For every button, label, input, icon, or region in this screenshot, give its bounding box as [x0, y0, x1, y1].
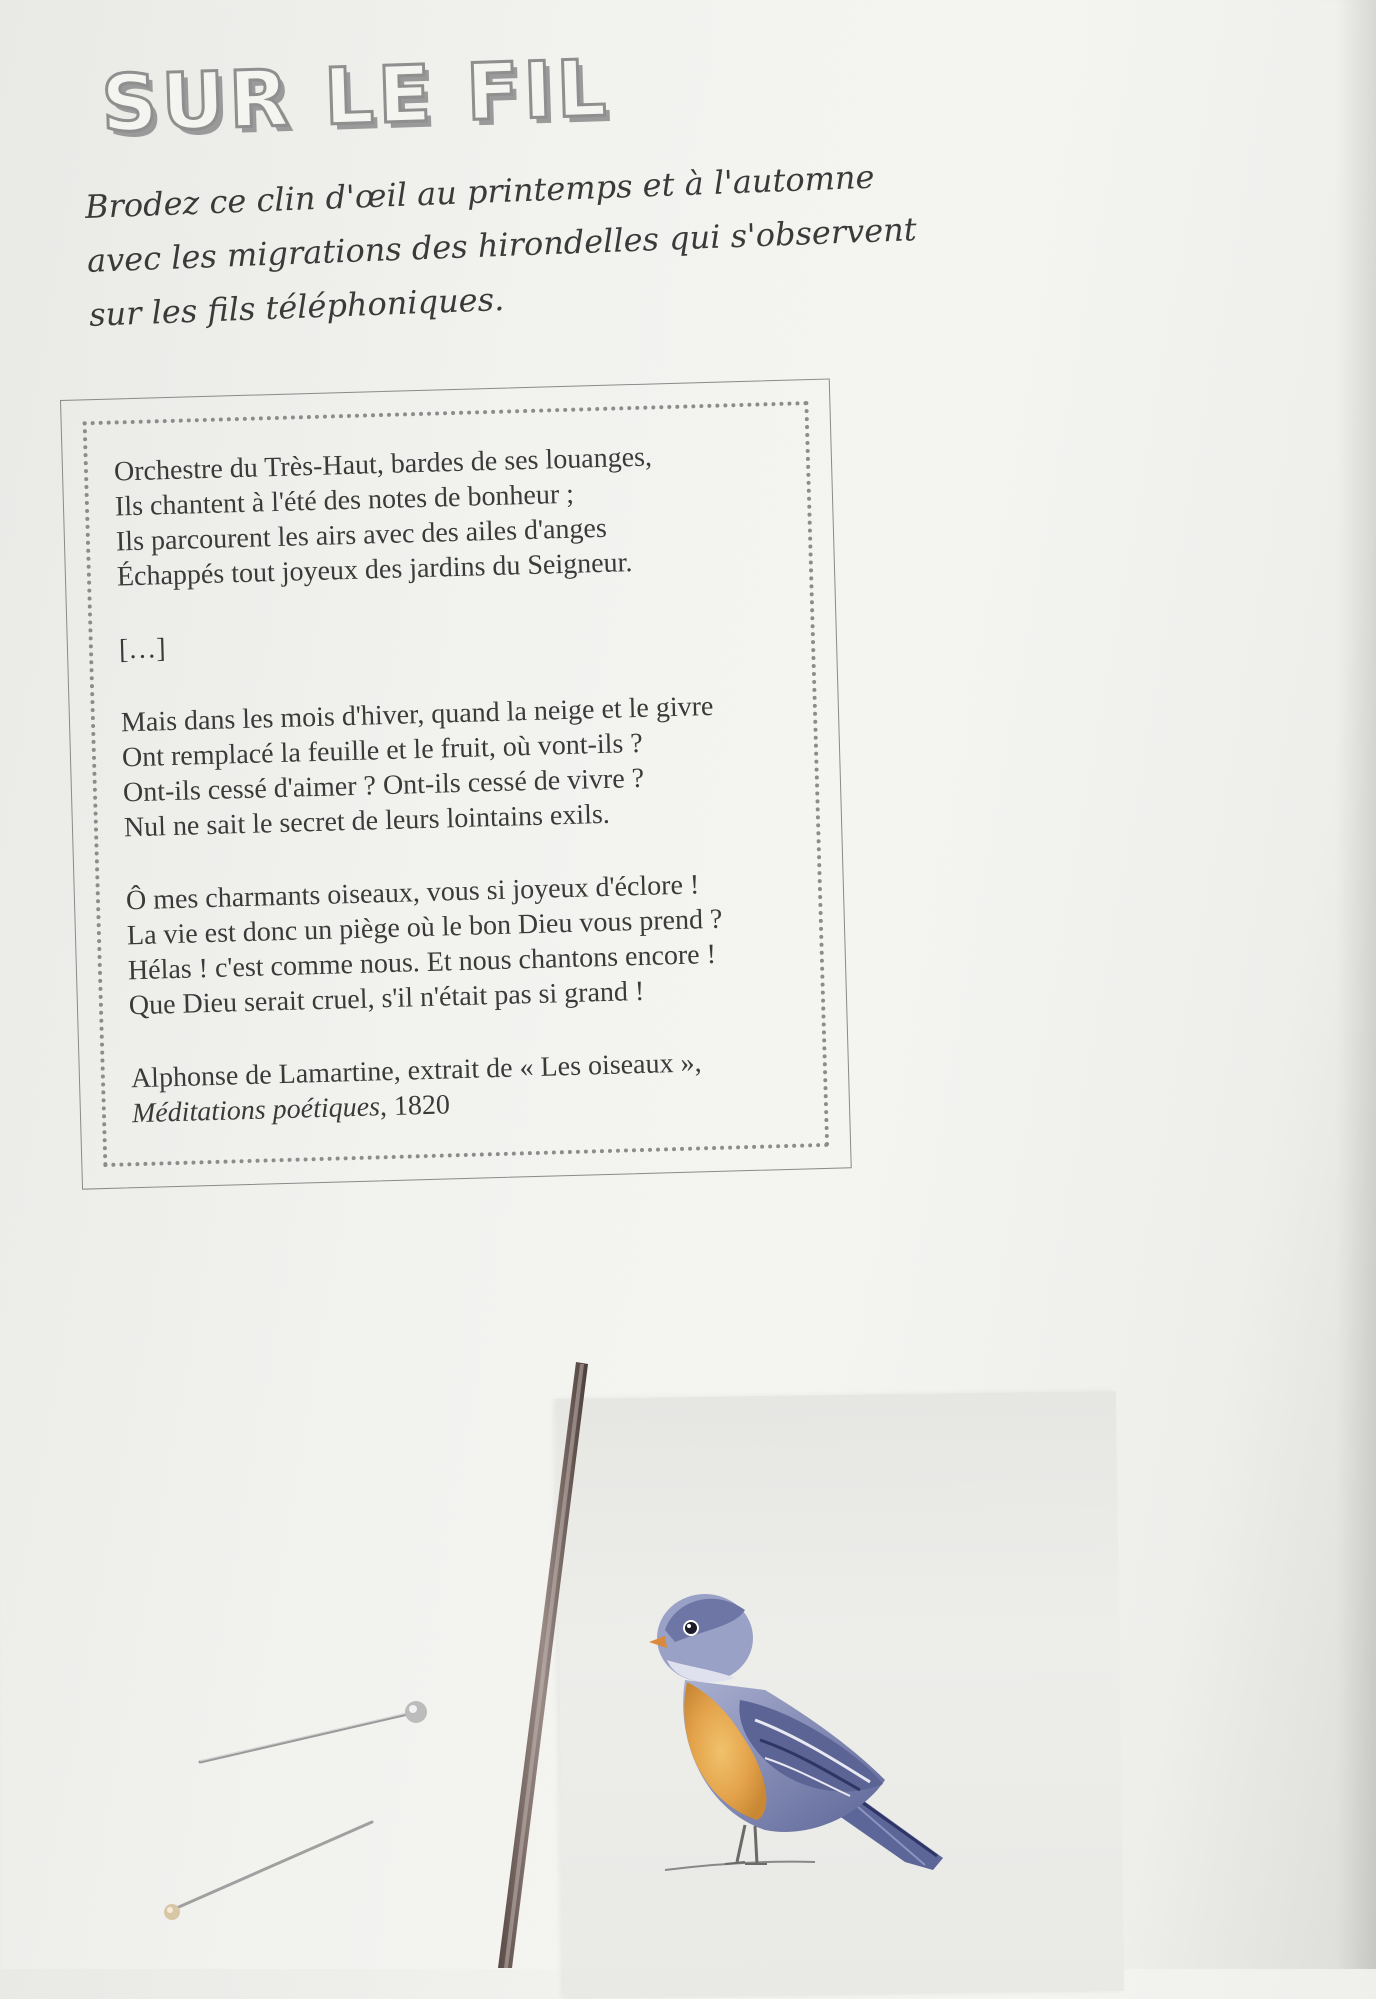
- poem-verse: Échappés tout joyeux des jardins du Seigneur.: [116, 547, 633, 593]
- page-edge-shadow: [1336, 0, 1376, 1969]
- poem-verse: Hélas ! c'est comme nous. Et nous chantons encore !: [127, 938, 717, 987]
- pin-icon: [164, 1822, 372, 1920]
- poem-verse: Que Dieu serait cruel, s'il n'était pas si grand !: [128, 975, 645, 1022]
- attribution-title: Méditations poétiques: [131, 1091, 381, 1130]
- poem-verse: Orchestre du Très-Haut, bardes de ses louanges,: [113, 441, 653, 488]
- attribution-author: Alphonse de Lamartine, extrait de « Les oiseaux »,: [130, 1047, 702, 1095]
- intro-text: [84, 149, 918, 342]
- poem-verse: Ont remplacé la feuille et le fruit, où vont-ils ?: [121, 727, 644, 774]
- intro-line: Brodez ce clin d'œil au printemps et à l'automne: [84, 157, 876, 226]
- attribution-year: , 1820: [379, 1089, 451, 1123]
- poem-verse: Mais dans les mois d'hiver, quand la neige et le givre: [120, 690, 714, 739]
- poem-verse: Ont-ils cessé d'aimer ? Ont-ils cessé de vivre ?: [122, 762, 645, 809]
- poem-stanza-3: [126, 864, 810, 1023]
- pin-icon: [200, 1701, 427, 1762]
- poem-verse: Ils parcourent les airs avec des ailes d'anges: [115, 512, 608, 558]
- page-title: SUR LE FIL: [100, 44, 612, 150]
- bird-icon: [645, 1570, 975, 1890]
- pins-group: [150, 1680, 450, 1940]
- poem-ellipsis: […]: [118, 633, 167, 666]
- intro-line: avec les migrations des hirondelles qui s'observent: [86, 210, 918, 280]
- poem-verse: Ils chantent à l'été des notes de bonheur ;: [114, 478, 575, 523]
- needle-icon: [470, 1350, 610, 1970]
- poem-stanza-2: [121, 686, 805, 845]
- poem-stanza-1: [114, 436, 798, 595]
- poem-verse: La vie est donc un piège où le bon Dieu vous prend ?: [126, 903, 723, 952]
- poem-text: [114, 436, 813, 1132]
- intro-line: sur les fils téléphoniques.: [88, 279, 505, 334]
- poem-verse: Ô mes charmants oiseaux, vous si joyeux d'éclore !: [125, 869, 700, 917]
- poem-box: [60, 379, 852, 1190]
- poem-verse: Nul ne sait le secret de leurs lointains exils.: [123, 798, 611, 844]
